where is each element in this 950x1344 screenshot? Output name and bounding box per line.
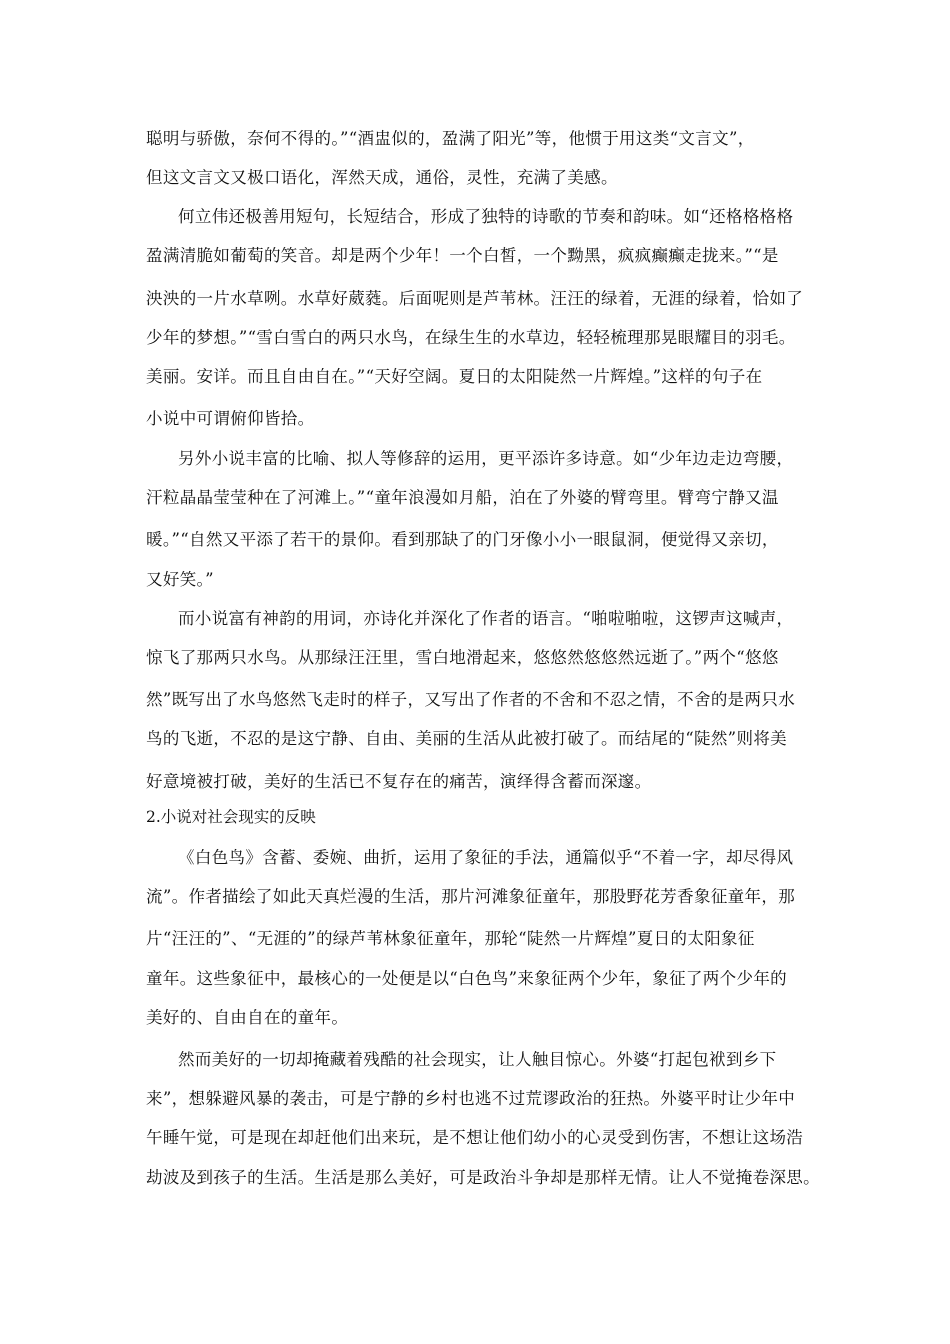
text-line: 美丽。安详。而且自由自在。”“天好空阔。夏日的太阳陡然一片辉煌。”这样的句子在 xyxy=(146,367,763,386)
paragraph-first-line: 何立伟还极善用短句，长短结合，形成了独特的诗歌的节奏和韵味。如“还格格格格 xyxy=(178,207,794,226)
text-line: 鸟的飞逝，不忍的是这宁静、自由、美丽的生活从此被打破了。而结尾的“陡然”则将美 xyxy=(146,729,788,748)
text-line: 泱泱的一片水草咧。水草好葳蕤。后面呢则是芦苇林。汪汪的绿着，无涯的绿着，恰如了 xyxy=(146,289,804,308)
text-line: 片“汪汪的”、“无涯的”的绿芦苇林象征童年，那轮“陡然一片辉煌”夏日的太阳象征 xyxy=(146,929,755,948)
text-line: 暖。”“自然又平添了若干的景仰。看到那缺了的门牙像小小一眼鼠洞，便觉得又亲切， xyxy=(146,530,779,549)
paragraph-first-line: 然而美好的一切却掩藏着残酷的社会现实，让人触目惊心。外婆“打起包袱到乡下 xyxy=(178,1050,777,1069)
text-line: 小说中可谓俯仰皆拾。 xyxy=(146,409,315,428)
text-line: 但这文言文又极口语化，浑然天成，通俗，灵性，充满了美感。 xyxy=(146,168,618,187)
text-line: 盈满清脆如葡萄的笑音。却是两个少年！一个白皙，一个黝黑，疯疯癫癫走拢来。”“是 xyxy=(146,246,779,265)
text-line: 好意境被打破，美好的生活已不复存在的痛苦，演绎得含蓄而深邃。 xyxy=(146,772,652,791)
text-line: 又好笑。” xyxy=(146,570,214,589)
text-line: 汗粒晶晶莹莹种在了河滩上。”“童年浪漫如月船，泊在了外婆的臂弯里。臂弯宁静又温 xyxy=(146,488,779,507)
text-line: 童年。这些象征中，最核心的一处便是以“白色鸟”来象征两个少年，象征了两个少年的 xyxy=(146,969,788,988)
text-line: 惊飞了那两只水鸟。从那绿汪汪里，雪白地滑起来，悠悠然悠悠然远逝了。”两个“悠悠 xyxy=(146,648,779,667)
text-line: 来”，想躲避风暴的袭击，可是宁静的乡村也逃不过荒谬政治的狂热。外婆平时让少年中 xyxy=(146,1089,796,1108)
text-line: 流”。作者描绘了如此天真烂漫的生活，那片河滩象征童年，那股野花芳香象征童年，那 xyxy=(146,887,796,906)
paragraph-first-line: 另外小说丰富的比喻、拟人等修辞的运用，更平添许多诗意。如“少年边走边弯腰， xyxy=(178,449,794,468)
text-line: 劫波及到孩子的生活。生活是那么美好，可是政治斗争却是那样无情。让人不觉掩卷深思。 xyxy=(146,1168,820,1187)
text-line: 午睡午觉，可是现在却赶他们出来玩，是不想让他们幼小的心灵受到伤害，不想让这场浩 xyxy=(146,1128,804,1147)
text-line: 少年的梦想。”“雪白雪白的两只水鸟，在绿生生的水草边，轻轻梳理那晃眼耀目的羽毛。 xyxy=(146,328,796,347)
text-line: 然”既写出了水鸟悠然飞走时的样子，又写出了作者的不舍和不忍之情，不舍的是两只水 xyxy=(146,690,796,709)
text-line: 聪明与骄傲，奈何不得的。”“酒盅似的，盈满了阳光”等，他惯于用这类“文言文”， xyxy=(146,129,755,148)
section-heading: 2.小说对社会现实的反映 xyxy=(146,808,316,826)
text-line: 美好的、自由自在的童年。 xyxy=(146,1008,349,1027)
paragraph-first-line: 而小说富有神韵的用词，亦诗化并深化了作者的语言。“啪啦啪啦，这锣声这喊声， xyxy=(178,609,794,628)
paragraph-first-line: 《白色鸟》含蓄、委婉、曲折，运用了象征的手法，通篇似乎“不着一字，却尽得风 xyxy=(178,848,794,867)
